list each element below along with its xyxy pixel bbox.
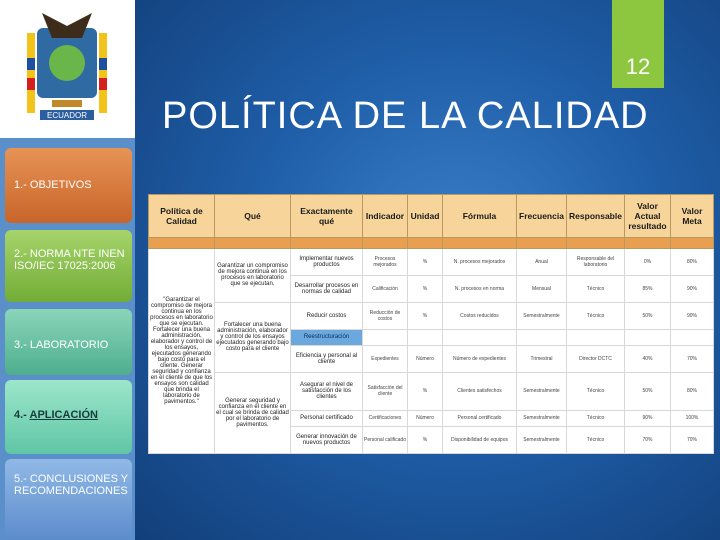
actual-value-cell: 90% [625, 410, 671, 426]
que-cell: Generar seguridad y confianza en el cliente en el cual se brinda de calidad por el laboratorio de pavimentos. [215, 373, 291, 454]
exact-cell: Asegurar el nivel de satisfacción de los clientes [291, 373, 363, 411]
formula-cell: N. procesos en norma [443, 275, 517, 302]
unit-cell: Número [408, 346, 443, 373]
indicator-cell: Expedientes [363, 346, 408, 373]
header-cell: Valor Actual resultado [625, 195, 671, 238]
indicator-cell: Calificación [363, 275, 408, 302]
indicator-cell: Reducción de costos [363, 302, 408, 329]
formula-cell: Clientes satisfechos [443, 373, 517, 411]
target-value-cell: 70% [671, 426, 714, 453]
header-cell: Política de Calidad [149, 195, 215, 238]
frequency-cell [517, 329, 567, 345]
actual-value-cell: 70% [625, 426, 671, 453]
responsible-cell: Director DCTC [567, 346, 625, 373]
header-cell: Unidad [408, 195, 443, 238]
nav-item-label: 3.- LABORATORIO [14, 339, 109, 351]
table-subheader-row [149, 238, 714, 249]
responsible-cell: Técnico [567, 275, 625, 302]
slide-title: POLÍTICA DE LA CALIDAD [162, 95, 649, 137]
header-cell: Indicador [363, 195, 408, 238]
target-value-cell: 80% [671, 249, 714, 276]
indicator-cell: Procesos mejorados [363, 249, 408, 276]
nav-item-label [14, 409, 132, 421]
indicator-cell [363, 329, 408, 345]
exact-cell: Reestructuración [291, 329, 363, 345]
responsible-cell [567, 329, 625, 345]
que-cell: Garantizar un compromiso de mejora continua en los procesos en laboratorio que se ejecutan. [215, 249, 291, 303]
header-cell: Frecuencia [517, 195, 567, 238]
actual-value-cell: 50% [625, 373, 671, 411]
nav-item-norma[interactable] [5, 230, 132, 302]
actual-value-cell: 40% [625, 346, 671, 373]
nav-item-main: APLICACIÓN [29, 409, 98, 421]
target-value-cell: 70% [671, 346, 714, 373]
frequency-cell: Semestralmente [517, 426, 567, 453]
formula-cell [443, 329, 517, 345]
nav-item-prefix: 4.- [14, 409, 27, 421]
header-cell: Fórmula [443, 195, 517, 238]
svg-text:ECUADOR: ECUADOR [46, 111, 88, 120]
unit-cell [408, 329, 443, 345]
responsible-cell: Responsable del laboratorio [567, 249, 625, 276]
frequency-cell: Semestralmente [517, 302, 567, 329]
nav-item-label: 1.- OBJETIVOS [14, 179, 92, 191]
unit-cell: % [408, 426, 443, 453]
frequency-cell: Semestralmente [517, 373, 567, 411]
target-value-cell: 90% [671, 302, 714, 329]
responsible-cell: Técnico [567, 302, 625, 329]
table-row [149, 302, 714, 329]
indicator-cell: Satisfacción del cliente [363, 373, 408, 411]
responsible-cell: Técnico [567, 426, 625, 453]
target-value-cell: 90% [671, 275, 714, 302]
quality-policy-table [148, 194, 713, 454]
nav-item-conclusiones[interactable] [5, 459, 132, 540]
nav-item-laboratorio[interactable] [5, 309, 132, 375]
unit-cell: % [408, 302, 443, 329]
exact-cell: Eficiencia y personal al cliente [291, 346, 363, 373]
table-header-row [149, 195, 714, 238]
nav-item-label: 5.- CONCLUSIONES Y RECOMENDACIONES [14, 473, 128, 497]
header-cell: Qué [215, 195, 291, 238]
responsible-cell: Técnico [567, 373, 625, 411]
table-row [149, 249, 714, 276]
ecuador-coat-of-arms-icon [12, 8, 122, 133]
responsible-cell: Técnico [567, 410, 625, 426]
header-cell: Exactamente qué [291, 195, 363, 238]
header-cell: Responsable [567, 195, 625, 238]
formula-cell: Número de expedientes [443, 346, 517, 373]
nav-item-aplicacion[interactable] [5, 380, 132, 454]
frequency-cell: Mensual [517, 275, 567, 302]
unit-cell: Número [408, 410, 443, 426]
actual-value-cell: 0% [625, 249, 671, 276]
header-cell: Valor Meta [671, 195, 714, 238]
unit-cell: % [408, 249, 443, 276]
exact-cell: Generar innovación de nuevos productos [291, 426, 363, 453]
unit-cell: % [408, 373, 443, 411]
unit-cell: % [408, 275, 443, 302]
actual-value-cell: 50% [625, 302, 671, 329]
formula-cell: Personal certificado [443, 410, 517, 426]
frequency-cell: Semestralmente [517, 410, 567, 426]
exact-cell: Implementar nuevos productos [291, 249, 363, 276]
table-row [149, 373, 714, 411]
nav-item-label: 2.- NORMA NTE INEN ISO/IEC 17025:2006 [14, 248, 125, 272]
exact-cell: Personal certificado [291, 410, 363, 426]
frequency-cell: Anual [517, 249, 567, 276]
policy-text-cell: "Garantizar el compromiso de mejora continua en los procesos en laboratorio que se ejecutan. Fortalecer una buena administración, elaborador y control de los ensayos, ejecutados generando bajo costo para el cliente. Generar seguridad y confianza en el cliente de que los ensayos son calidad que brinda el laboratorio de pavimentos." [149, 249, 215, 454]
target-value-cell: 100% [671, 410, 714, 426]
formula-cell: N. procesos mejorados [443, 249, 517, 276]
actual-value-cell: 85% [625, 275, 671, 302]
formula-cell: Disponibilidad de equipos [443, 426, 517, 453]
exact-cell: Reducir costos [291, 302, 363, 329]
page-number: 12 [625, 54, 651, 79]
target-value-cell [671, 329, 714, 345]
indicator-cell: Personal calificado [363, 426, 408, 453]
exact-cell: Desarrollar procesos en normas de calidad [291, 275, 363, 302]
nav-item-objetivos[interactable] [5, 148, 132, 223]
que-cell: Fortalecer una buena administración, elaborador y control de los ensayos ejecutados generando bajo costo para el cliente [215, 302, 291, 372]
target-value-cell: 80% [671, 373, 714, 411]
actual-value-cell [625, 329, 671, 345]
indicator-cell: Certificaciones [363, 410, 408, 426]
frequency-cell: Trimestral [517, 346, 567, 373]
formula-cell: Costos reducidos [443, 302, 517, 329]
